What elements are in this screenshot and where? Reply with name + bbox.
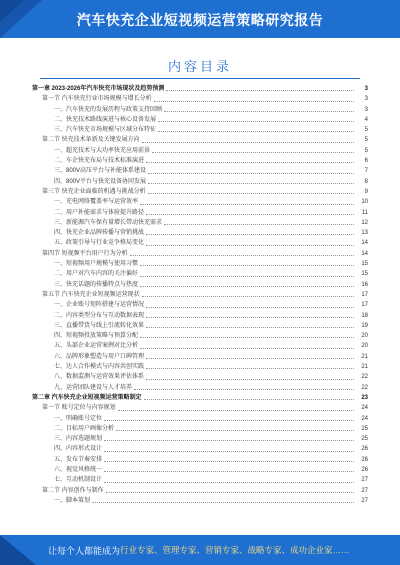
toc-leader-dots bbox=[142, 290, 354, 297]
toc-leader-dots bbox=[158, 125, 354, 132]
toc-page-number: 15 bbox=[361, 271, 368, 278]
toc-page-number: 26 bbox=[361, 466, 368, 473]
toc-entry-title: 一、汽车快充的发展历程与政策支持回顾 bbox=[54, 106, 163, 113]
toc-leader-dots bbox=[146, 311, 354, 318]
toc-entry-title: 第一节 汽车快充行业市场规模与增长分析 bbox=[42, 96, 152, 103]
toc-entry[interactable] bbox=[32, 414, 368, 424]
toc-entry[interactable] bbox=[32, 496, 368, 506]
toc-entry-title: 五、头部企业运营案例对比分析 bbox=[54, 343, 139, 350]
toc-entry[interactable] bbox=[32, 197, 368, 207]
toc-entry[interactable] bbox=[32, 383, 368, 393]
toc-page-number: 14 bbox=[361, 250, 368, 257]
report-title: 汽车快充企业短视频运营策略研究报告 bbox=[76, 12, 324, 28]
toc-leader-dots bbox=[146, 156, 354, 163]
toc-entry[interactable] bbox=[32, 372, 368, 382]
toc-entry-title: 第二节 快充技术革新及关键发展方向 bbox=[42, 137, 140, 144]
toc-entry-title: 三、直播带货与线上引流转化效果 bbox=[54, 322, 145, 329]
toc-page-number: 9 bbox=[364, 188, 368, 195]
toc-entry-title: 第一节 账号定位与内容规划 bbox=[42, 405, 116, 412]
toc-page-number: 26 bbox=[361, 456, 368, 463]
footer-tagline: 行业专家、管理专家、营销专家、战略专家、成功企业家…… bbox=[120, 545, 350, 555]
footer-bar bbox=[0, 535, 400, 565]
toc-entry[interactable] bbox=[32, 249, 368, 259]
toc-page-number: 7 bbox=[364, 168, 368, 175]
toc-page-number: 5 bbox=[364, 137, 368, 144]
toc-entry[interactable] bbox=[32, 94, 368, 104]
toc-entry-title: 二、目标用户画像分析 bbox=[54, 425, 115, 432]
toc-page-number: 22 bbox=[361, 374, 368, 381]
toc-entry-title: 三、汽车快充市场规模与区域分布特征 bbox=[54, 127, 157, 134]
toc-leader-dots bbox=[106, 486, 354, 493]
toc-entry[interactable] bbox=[32, 362, 368, 372]
toc-entry-title: 第五节 汽车快充企业短视频运营现状 bbox=[42, 291, 140, 298]
toc-page-number: 14 bbox=[361, 240, 368, 247]
toc-entry[interactable] bbox=[32, 475, 368, 485]
toc-entry-title: 一、脚本策划 bbox=[54, 497, 91, 504]
toc-leader-dots bbox=[166, 84, 354, 91]
footer-brand: 让每个人都能成为 bbox=[48, 546, 121, 556]
toc-entry-title: 二、快充技术路线演进与核心设备发展 bbox=[54, 116, 157, 123]
toc-entry[interactable] bbox=[32, 280, 368, 290]
toc-entry[interactable] bbox=[32, 135, 368, 145]
toc-page-number: 3 bbox=[364, 106, 368, 113]
toc-leader-dots bbox=[154, 94, 354, 101]
toc-entry[interactable] bbox=[32, 465, 368, 475]
toc-page-number: 10 bbox=[361, 199, 368, 206]
toc-leader-dots bbox=[148, 187, 354, 194]
toc-entry[interactable] bbox=[32, 311, 368, 321]
toc-entry-title: 一、企业账号矩阵搭建与运营情况 bbox=[54, 302, 145, 309]
toc-entry-title: 一、短视频用户规模与使用习惯 bbox=[54, 261, 139, 268]
toc-entry-title: 八、数据监测与运营效果评估体系 bbox=[54, 374, 145, 381]
toc-page-number: 20 bbox=[361, 333, 368, 340]
toc-page-number: 22 bbox=[361, 384, 368, 391]
toc-entry[interactable] bbox=[32, 156, 368, 166]
toc-page-number: 27 bbox=[361, 497, 368, 504]
toc-entry[interactable] bbox=[32, 125, 368, 135]
toc-leader-dots bbox=[118, 403, 354, 410]
toc-leader-dots bbox=[104, 455, 354, 462]
toc-entry[interactable] bbox=[32, 290, 368, 300]
toc-page-number: 24 bbox=[361, 405, 368, 412]
toc-entry-title: 一、超充技术与大功率快充应用前景 bbox=[54, 147, 151, 154]
toc-entry[interactable] bbox=[32, 177, 368, 187]
toc-entry-title: 三、800V高压平台与补能体系建设 bbox=[54, 168, 147, 175]
toc-leader-dots bbox=[164, 218, 354, 225]
toc-leader-dots bbox=[134, 383, 354, 390]
toc-leader-dots bbox=[152, 146, 354, 153]
toc-leader-dots bbox=[146, 321, 354, 328]
toc-leader-dots bbox=[158, 115, 354, 122]
toc-entry-title: 六、品牌形象塑造与用户口碑管理 bbox=[54, 353, 145, 360]
toc-page-number: 15 bbox=[361, 261, 368, 268]
toc-entry-title: 四、短视频投放策略与预算分配 bbox=[54, 333, 139, 340]
toc-entry-title: 第二节 内容创作与制作 bbox=[42, 487, 104, 494]
toc-page-number: 26 bbox=[361, 446, 368, 453]
toc-entry[interactable] bbox=[32, 238, 368, 248]
toc-divider bbox=[40, 78, 360, 79]
toc-leader-dots bbox=[142, 135, 354, 142]
toc-entry[interactable] bbox=[32, 341, 368, 351]
toc-entry-title: 三、新能源汽车保有量增长带动快充需求 bbox=[54, 219, 163, 226]
toc-leader-dots bbox=[146, 362, 354, 369]
toc-page-number: 4 bbox=[364, 116, 368, 123]
footer-decoration bbox=[0, 535, 36, 565]
toc-page-number: 27 bbox=[361, 477, 368, 484]
toc-entry-title: 第二章 汽车快充企业短视频运营策略制定 bbox=[32, 394, 142, 401]
toc-leader-dots bbox=[140, 259, 354, 266]
toc-entry-title: 三、快充话题的传播特点与热度 bbox=[54, 281, 139, 288]
toc-leader-dots bbox=[146, 208, 354, 215]
toc-leader-dots bbox=[104, 444, 354, 451]
toc-leader-dots bbox=[148, 177, 354, 184]
toc-entry[interactable] bbox=[32, 208, 368, 218]
toc-leader-dots bbox=[148, 166, 354, 173]
toc-leader-dots bbox=[140, 197, 354, 204]
toc-leader-dots bbox=[146, 300, 354, 307]
toc-leader-dots bbox=[146, 372, 354, 379]
toc-entry-title: 四、800V平台与快充设备协同发展 bbox=[54, 178, 147, 185]
toc-page-number: 19 bbox=[361, 322, 368, 329]
toc-entry-title: 二、用户对汽车内容的关注偏好 bbox=[54, 271, 139, 278]
toc-entry-title: 五、政策引导与行业竞争格局变化 bbox=[54, 240, 145, 247]
toc-entry-title: 二、车企快充布局与技术标准演进 bbox=[54, 158, 145, 165]
toc-entry[interactable] bbox=[32, 218, 368, 228]
toc-entry[interactable] bbox=[32, 300, 368, 310]
toc-page-number: 16 bbox=[361, 281, 368, 288]
toc-entry[interactable] bbox=[32, 393, 368, 403]
toc-page-number: 3 bbox=[364, 96, 368, 103]
toc-leader-dots bbox=[164, 105, 354, 112]
toc-entry[interactable] bbox=[32, 259, 368, 269]
toc-entry-title: 第三节 快充企业面临的机遇与挑战分析 bbox=[42, 188, 146, 195]
toc-entry[interactable] bbox=[32, 455, 368, 465]
toc-entry-title: 四、内容形式设计 bbox=[54, 446, 103, 453]
toc-page-number: 5 bbox=[364, 127, 368, 134]
toc-leader-dots bbox=[104, 475, 354, 482]
toc-entry[interactable] bbox=[32, 424, 368, 434]
toc-page-number: 21 bbox=[361, 353, 368, 360]
toc-page-number: 8 bbox=[364, 178, 368, 185]
toc-leader-dots bbox=[140, 269, 354, 276]
toc-entry-title: 第一章 2023-2026年汽车快充市场现状及趋势预测 bbox=[32, 86, 165, 92]
toc-leader-dots bbox=[146, 228, 354, 235]
toc-page-number: 18 bbox=[361, 312, 368, 319]
toc-entry[interactable] bbox=[32, 269, 368, 279]
toc-page-number: 21 bbox=[361, 364, 368, 371]
toc-page-number: 17 bbox=[361, 302, 368, 309]
toc-entry-title: 五、发布节奏安排 bbox=[54, 456, 103, 463]
toc-entry[interactable] bbox=[32, 486, 368, 496]
toc-entry-title: 三、内容选题规划 bbox=[54, 436, 103, 443]
toc-entry[interactable] bbox=[32, 84, 368, 94]
toc-leader-dots bbox=[146, 238, 354, 245]
toc-entry-title: 六、视觉风格统一 bbox=[54, 466, 103, 473]
toc-entry[interactable] bbox=[32, 434, 368, 444]
toc-leader-dots bbox=[140, 280, 354, 287]
table-of-contents bbox=[32, 84, 368, 506]
toc-page-number: 25 bbox=[361, 425, 368, 432]
toc-entry[interactable] bbox=[32, 115, 368, 125]
toc-leader-dots bbox=[104, 414, 354, 421]
toc-page-number: 23 bbox=[361, 394, 368, 401]
toc-entry[interactable] bbox=[32, 228, 368, 238]
toc-page-number: 5 bbox=[364, 147, 368, 154]
toc-entry-title: 一、明确账号定位 bbox=[54, 415, 103, 422]
toc-entry-title: 二、用户补能需求与体验提升路径 bbox=[54, 209, 145, 216]
toc-entry-title: 二、内容类型分布与互动数据表现 bbox=[54, 312, 145, 319]
toc-leader-dots bbox=[130, 249, 354, 256]
toc-entry[interactable] bbox=[32, 444, 368, 454]
toc-entry-title: 七、达人合作模式与内容共创实践 bbox=[54, 364, 145, 371]
toc-leader-dots bbox=[104, 465, 354, 472]
toc-page-number: 6 bbox=[364, 158, 368, 165]
toc-page-number: 27 bbox=[361, 487, 368, 494]
toc-page-number: 25 bbox=[361, 436, 368, 443]
toc-entry-title: 四、快充企业品牌传播与营销挑战 bbox=[54, 230, 145, 237]
toc-entry[interactable] bbox=[32, 187, 368, 197]
toc-leader-dots bbox=[144, 393, 354, 400]
toc-entry-title: 第四节 短视频平台用户行为分析 bbox=[42, 250, 128, 257]
toc-page-number: 3 bbox=[364, 86, 368, 92]
toc-entry[interactable] bbox=[32, 166, 368, 176]
toc-entry[interactable] bbox=[32, 146, 368, 156]
toc-page-number: 17 bbox=[361, 291, 368, 298]
toc-leader-dots bbox=[140, 331, 354, 338]
toc-entry-title: 九、运营团队建设与人才培养 bbox=[54, 384, 133, 391]
toc-entry-title: 一、充电网络覆盖率与运营效率 bbox=[54, 199, 139, 206]
header-bar bbox=[0, 0, 400, 38]
toc-entry[interactable] bbox=[32, 331, 368, 341]
toc-entry-title: 七、互动机制设计 bbox=[54, 477, 103, 484]
toc-entry[interactable] bbox=[32, 403, 368, 413]
toc-leader-dots bbox=[104, 434, 354, 441]
toc-page-number: 20 bbox=[361, 343, 368, 350]
toc-heading: 内容目录 bbox=[167, 59, 232, 74]
toc-leader-dots bbox=[146, 352, 354, 359]
toc-page-number: 13 bbox=[361, 230, 368, 237]
toc-leader-dots bbox=[140, 341, 354, 348]
toc-leader-dots bbox=[116, 424, 354, 431]
toc-entry[interactable] bbox=[32, 321, 368, 331]
toc-leader-dots bbox=[92, 496, 354, 503]
toc-entry[interactable] bbox=[32, 105, 368, 115]
toc-page-number: 11 bbox=[361, 209, 368, 216]
toc-entry[interactable] bbox=[32, 352, 368, 362]
toc-page-number: 12 bbox=[361, 219, 368, 226]
toc-page-number: 24 bbox=[361, 415, 368, 422]
